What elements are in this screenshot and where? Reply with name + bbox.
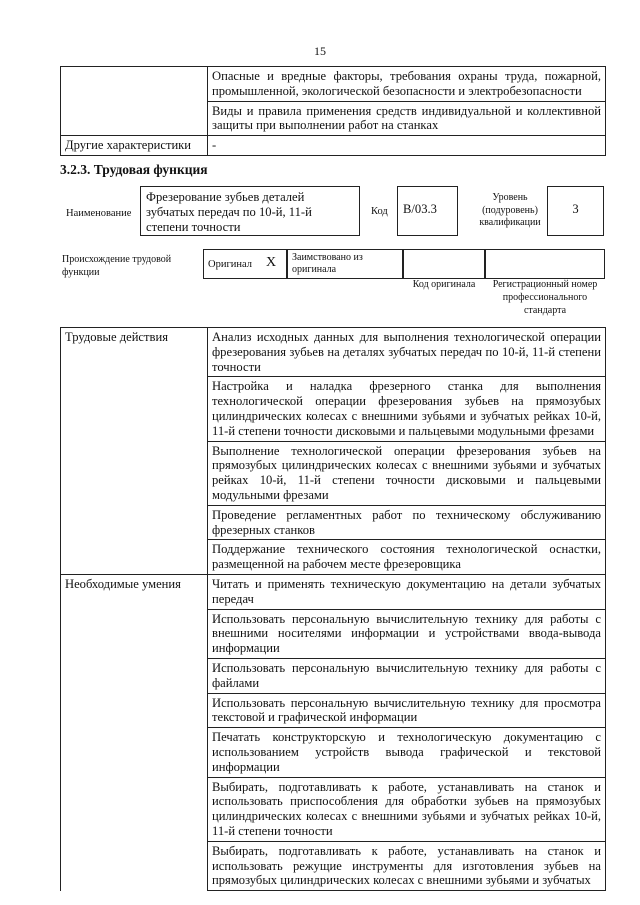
reg-number-box xyxy=(485,249,605,279)
original-code-box xyxy=(403,249,485,279)
list-item: Анализ исходных данных для выполнения технологической операции фрезерования зубьев на деталях зубчатых передач по 10-й, 11-й степени точности xyxy=(208,328,606,377)
list-item: Читать и применять техническую документацию на детали зубчатых передач xyxy=(208,574,606,609)
page-number: 15 xyxy=(314,44,326,58)
table-row xyxy=(61,693,606,728)
table-row xyxy=(61,377,606,441)
list-item: Использовать персональную вычислительную технику для работы с файлами xyxy=(208,658,606,693)
table-row xyxy=(61,505,606,540)
list-item: Печатать конструкторскую и технологическую документацию с использованием устройств вывода графической и текстовой информации xyxy=(208,728,606,777)
row-text: Виды и правила применения средств индивидуальной и коллективной защиты при выполнении работ на станках xyxy=(208,101,606,136)
borrowed-box xyxy=(287,249,403,279)
name-label: Наименование xyxy=(66,208,132,219)
list-item: Использовать персональную вычислительную технику для работы с внешними носителями информации и устройствами ввода-вывода информации xyxy=(208,609,606,658)
original-mark: X xyxy=(266,255,277,270)
table-row xyxy=(61,574,606,609)
name-value: Фрезерование зубьев деталей зубчатых передач по 10-й, 11-й степени точности xyxy=(146,190,312,234)
list-item: Выполнение технологической операции фрезерования зубьев на прямозубых цилиндрических колесах с внешними зубьями и зубчатых рейках 10-й, 11-й степени точности дисковыми и пальцевыми модульными фрезами xyxy=(208,441,606,505)
table-row xyxy=(61,136,606,156)
list-item: Использовать персональную вычислительную технику для просмотра текстовой и графической информации xyxy=(208,693,606,728)
original-box xyxy=(203,249,287,279)
list-item: Поддержание технического состояния технологической оснастки, размещенной на рабочем месте фрезеровщика xyxy=(208,540,606,575)
level-box xyxy=(547,186,604,236)
table-row xyxy=(61,841,606,890)
section-title: 3.2.3. Трудовая функция xyxy=(60,162,208,177)
continuation-table xyxy=(60,66,606,156)
group-label: Трудовые действия xyxy=(61,328,208,377)
code-value: B/03.3 xyxy=(403,202,437,216)
table-row xyxy=(61,540,606,575)
table-row xyxy=(61,777,606,841)
row-text: Опасные и вредные факторы, требования охраны труда, пожарной, промышленной, экологической безопасности и электробезопасности xyxy=(208,67,606,102)
list-item: Выбирать, подготавливать к работе, устанавливать на станок и использовать приспособления для обработки зубьев на прямозубых цилиндрических колесах с внешними зубьями и зубчатых рейках 10-й, 11-й степени точности xyxy=(208,777,606,841)
row-label xyxy=(61,101,208,136)
list-item: Настройка и наладка фрезерного станка для выполнения технологической операции фрезерования зубьев на прямозубых цилиндрических колесах с внешними зубьями и зубчатых рейках 10-й, 11-й степени точности дисковыми и пальцевыми модульными фрезами xyxy=(208,377,606,441)
level-label: Уровень (подуровень) квалификации xyxy=(479,192,541,228)
table-row xyxy=(61,441,606,505)
function-details-table xyxy=(60,327,606,891)
name-box xyxy=(140,186,360,236)
borrowed-label: Заимствовано из оригинала xyxy=(292,252,363,275)
group-label: Необходимые умения xyxy=(61,574,208,609)
row-label xyxy=(61,67,208,102)
table-row xyxy=(61,101,606,136)
original-label: Оригинал xyxy=(208,259,252,270)
table-row xyxy=(61,609,606,658)
row-text: - xyxy=(208,136,606,156)
table-row xyxy=(61,728,606,777)
table-row xyxy=(61,658,606,693)
code-box xyxy=(397,186,458,236)
list-item: Проведение регламентных работ по техническому обслуживанию фрезерных станков xyxy=(208,505,606,540)
reg-caption: Регистрационный номер профессионального стандарта xyxy=(492,279,598,316)
list-item: Выбирать, подготавливать к работе, устанавливать на станок и использовать режущие инструменты для изготовления зубьев на прямозубых цилиндрических колесах с внешними зубьями и зубчатых xyxy=(208,841,606,890)
code-label: Код xyxy=(371,206,388,217)
code-caption: Код оригинала xyxy=(412,279,476,290)
row-label: Другие характеристики xyxy=(61,136,208,156)
table-row xyxy=(61,328,606,377)
origin-label: Происхождение трудовой функции xyxy=(62,254,172,278)
level-value: 3 xyxy=(572,202,579,216)
table-row xyxy=(61,67,606,102)
